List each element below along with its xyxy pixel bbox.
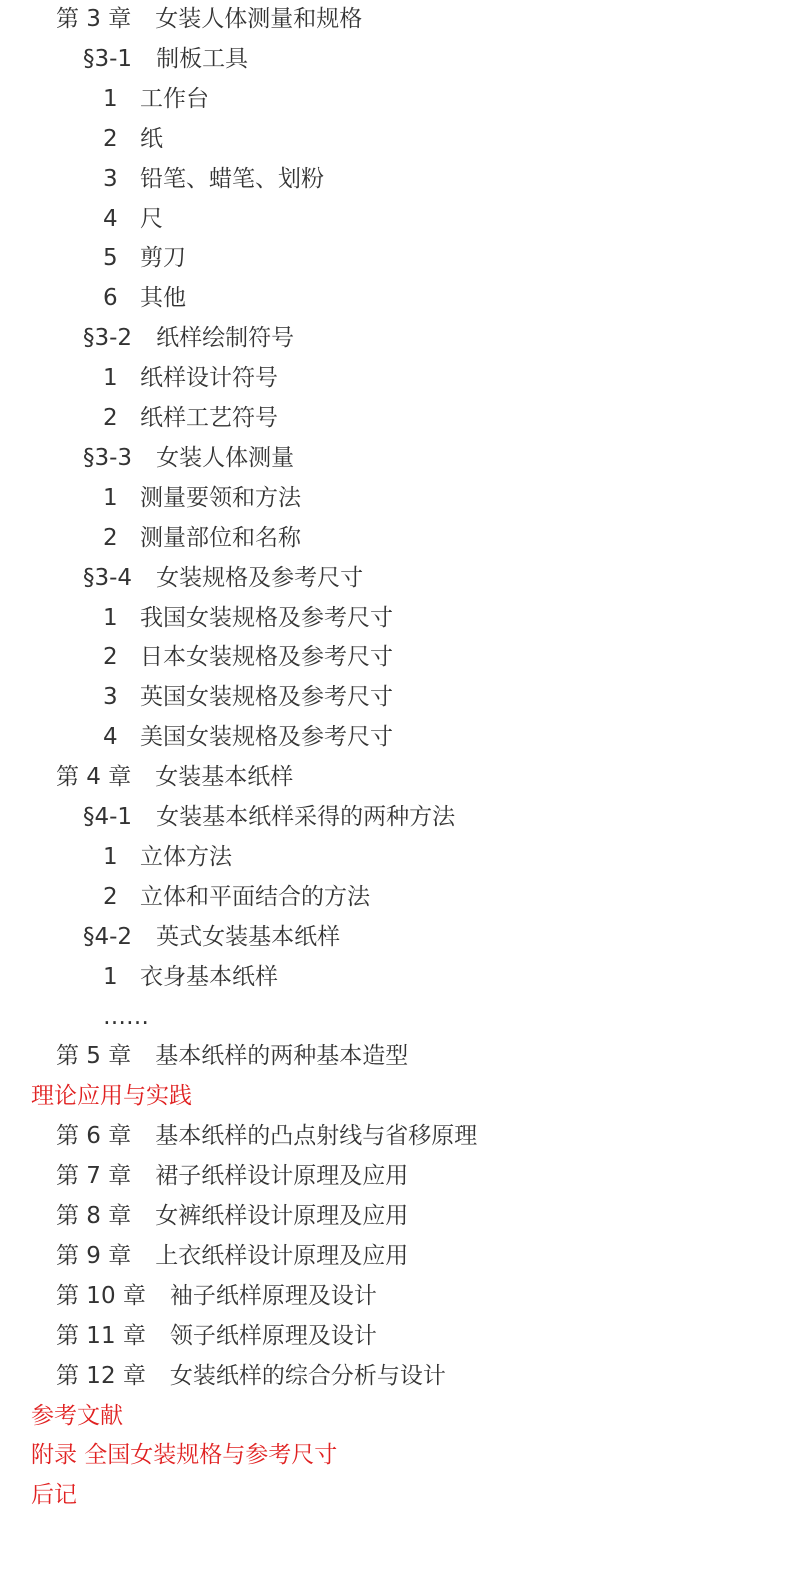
chapter-title: 领子纸样原理及设计	[169, 1322, 377, 1349]
item-number: 6	[103, 285, 118, 312]
section-title: 女装规格及参考尺寸	[156, 564, 364, 591]
item-number: 5	[103, 245, 118, 272]
chapter-number: 第 5 章	[56, 1043, 132, 1070]
section-number: §3-4	[83, 564, 133, 591]
item-number: 2	[103, 405, 118, 431]
item-number: 4	[103, 724, 118, 751]
chapter-title: 基本纸样的凸点射线与省移原理	[155, 1123, 478, 1150]
toc-item	[103, 478, 301, 518]
item-title: 英国女装规格及参考尺寸	[140, 684, 393, 711]
toc-item	[103, 119, 163, 159]
ellipsis-text: ……	[103, 1003, 149, 1030]
item-number: 1	[103, 365, 118, 392]
part-title: 后记	[31, 1482, 77, 1509]
section-number: §3-3	[83, 444, 133, 471]
item-title: 纸	[140, 125, 163, 152]
toc-chapter	[56, 757, 293, 797]
item-title: 立体方法	[140, 843, 232, 870]
section-number: §3-2	[83, 325, 133, 352]
toc-section	[83, 917, 340, 957]
item-title: 测量要领和方法	[140, 484, 301, 511]
chapter-title: 上衣纸样设计原理及应用	[155, 1242, 409, 1269]
chapter-title: 女裤纸样设计原理及应用	[155, 1203, 409, 1229]
item-number: 1	[103, 85, 118, 112]
toc-item	[103, 518, 301, 558]
section-title: 女装人体测量	[156, 444, 295, 471]
toc-item	[103, 159, 324, 199]
chapter-title: 女装基本纸样	[155, 764, 294, 791]
toc-section	[83, 438, 294, 478]
item-number: 2	[103, 125, 118, 152]
chapter-title: 女装人体测量和规格	[155, 6, 363, 32]
chapter-title: 基本纸样的两种基本造型	[155, 1043, 409, 1070]
toc-item	[103, 238, 186, 278]
toc-item	[103, 677, 393, 717]
part-title: 参考文献	[31, 1402, 123, 1429]
toc-chapter	[56, 1356, 446, 1396]
toc-chapter	[56, 1116, 477, 1156]
item-number: 3	[103, 165, 118, 192]
chapter-number: 第 12 章	[56, 1362, 146, 1389]
item-number: 1	[103, 963, 118, 990]
toc-item	[103, 398, 278, 438]
item-title: 尺	[140, 205, 163, 232]
toc-chapter	[56, 1276, 377, 1316]
toc-item	[103, 598, 393, 638]
chapter-title: 袖子纸样原理及设计	[169, 1282, 377, 1309]
part-title: 附录 全国女装规格与参考尺寸	[31, 1442, 338, 1469]
section-title: 纸样绘制符号	[156, 325, 295, 352]
item-number: 2	[103, 883, 118, 910]
toc-section	[83, 318, 294, 358]
toc-item	[103, 199, 163, 239]
section-number: §4-2	[83, 923, 133, 950]
toc-section	[83, 797, 455, 837]
toc-chapter	[56, 1156, 408, 1196]
chapter-number: 第 11 章	[56, 1322, 146, 1349]
section-number: §4-1	[83, 804, 133, 830]
toc-item	[103, 877, 370, 917]
item-title: 纸样工艺符号	[140, 405, 278, 431]
part-title: 理论应用与实践	[31, 1083, 192, 1110]
toc-chapter	[56, 1196, 408, 1236]
item-title: 工作台	[140, 85, 209, 112]
item-title: 立体和平面结合的方法	[140, 883, 370, 910]
toc-item	[103, 278, 186, 318]
toc-item	[103, 837, 232, 877]
toc-chapter	[56, 1036, 408, 1076]
item-number: 1	[103, 604, 118, 631]
toc-part-heading	[31, 1076, 192, 1116]
chapter-title: 女装纸样的综合分析与设计	[169, 1362, 446, 1389]
chapter-number: 第 4 章	[56, 764, 132, 791]
toc-part-heading	[31, 1396, 123, 1436]
toc-item	[103, 957, 278, 997]
item-number: 3	[103, 684, 118, 711]
item-number: 4	[103, 205, 118, 232]
item-title: 剪刀	[140, 245, 186, 272]
toc-section	[83, 39, 248, 79]
chapter-number: 第 7 章	[56, 1163, 132, 1190]
toc-chapter	[56, 1236, 408, 1276]
toc-item	[103, 717, 393, 757]
item-number: 1	[103, 843, 118, 870]
toc-chapter	[56, 1316, 377, 1356]
toc-item	[103, 79, 209, 119]
toc-chapter	[56, 0, 362, 39]
item-title: 美国女装规格及参考尺寸	[140, 724, 393, 751]
item-title: 日本女装规格及参考尺寸	[140, 644, 393, 671]
toc-part-heading	[31, 1435, 337, 1475]
item-title: 纸样设计符号	[140, 365, 278, 392]
chapter-number: 第 6 章	[56, 1123, 132, 1150]
item-title: 测量部位和名称	[140, 524, 301, 551]
section-title: 制板工具	[156, 45, 249, 72]
chapter-number: 第 9 章	[56, 1242, 132, 1269]
toc-ellipsis	[103, 997, 149, 1037]
section-number: §3-1	[83, 45, 133, 72]
toc-part-heading	[31, 1475, 77, 1515]
item-number: 1	[103, 484, 118, 511]
item-number: 2	[103, 524, 118, 551]
chapter-title: 裙子纸样设计原理及应用	[155, 1163, 409, 1190]
toc-item	[103, 637, 393, 677]
section-title: 女装基本纸样采得的两种方法	[156, 804, 456, 830]
item-title: 其他	[140, 285, 186, 312]
toc-section	[83, 558, 363, 598]
item-title: 衣身基本纸样	[140, 963, 278, 990]
item-number: 2	[103, 644, 118, 671]
chapter-number: 第 10 章	[56, 1282, 146, 1309]
toc-item	[103, 358, 278, 398]
item-title: 铅笔、蜡笔、划粉	[140, 165, 324, 192]
chapter-number: 第 3 章	[56, 6, 132, 32]
section-title: 英式女装基本纸样	[156, 923, 341, 950]
item-title: 我国女装规格及参考尺寸	[140, 604, 393, 631]
chapter-number: 第 8 章	[56, 1203, 132, 1229]
